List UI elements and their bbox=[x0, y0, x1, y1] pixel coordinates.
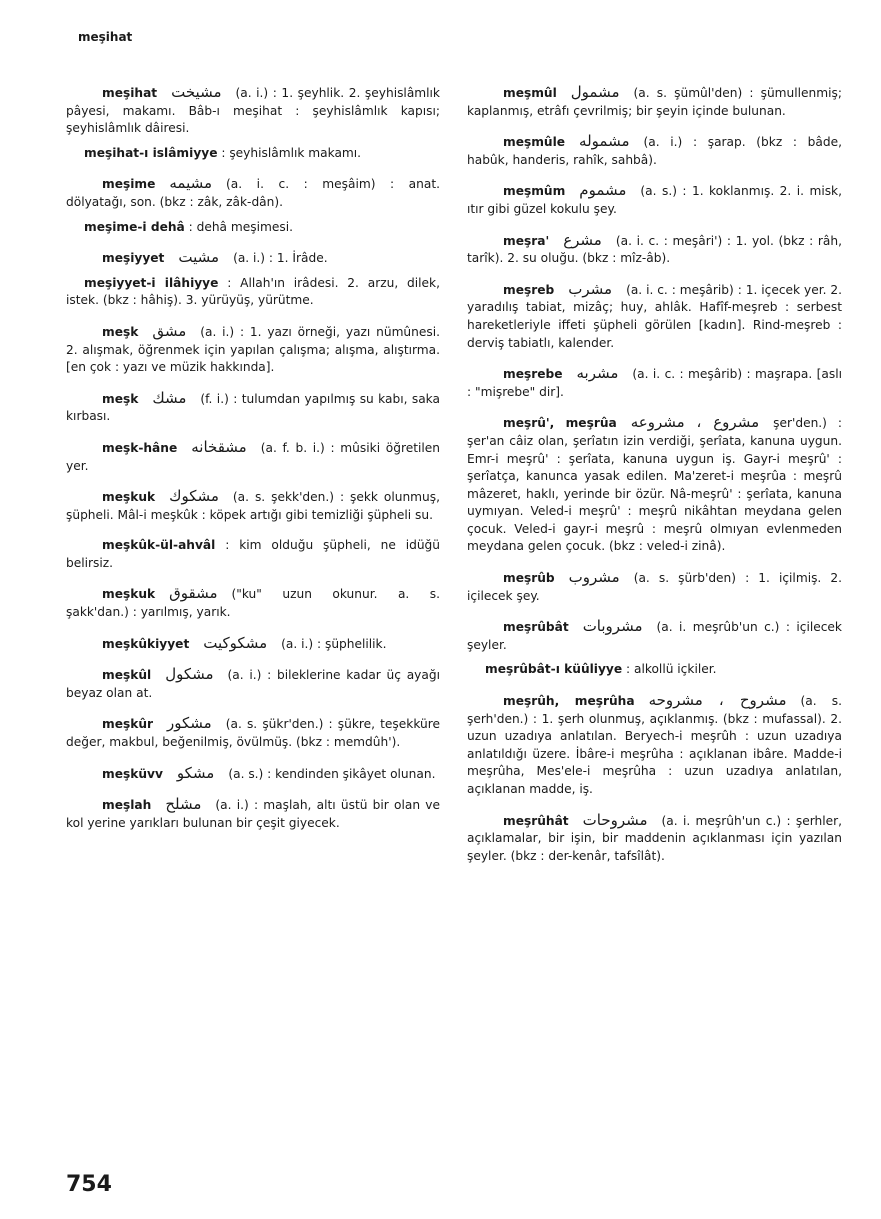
entry-definition: (a. i.) : 1. İrâde. bbox=[233, 251, 328, 266]
entry-headword: meşlah bbox=[102, 798, 152, 813]
dictionary-entry bbox=[66, 275, 440, 310]
entry-definition: : şeyhislâmlık makamı. bbox=[221, 145, 362, 160]
dictionary-entry bbox=[66, 537, 440, 572]
entry-arabic-script: مشروع ، مشروعه bbox=[630, 413, 760, 432]
entry-arabic-script: مشروحات bbox=[582, 810, 648, 829]
entry-arabic-script: مشقوق bbox=[169, 584, 218, 603]
entry-definition: (a. i.) : 1. yazı örneği, yazı nümûnesi. 2. alışmak, öğrenmek için yapılan çalışma; alışma, alıştırma. [en çok : yazı ve müzik hakkında]. bbox=[66, 324, 440, 375]
dictionary-entry bbox=[66, 84, 440, 138]
entry-arabic-script: مشربه bbox=[576, 364, 619, 383]
entry-arabic-script: مشلح bbox=[165, 795, 202, 814]
entry-headword: meşk bbox=[102, 324, 139, 339]
entry-definition: (a. i.) : 1. şeyhlik. 2. şeyhislâmlık pâyesi, makamı. Bâb-ı meşihat : şeyhislâmlık kapısı; şeyhislâmlık dâiresi. bbox=[66, 86, 440, 136]
entry-headword: meşrûhât bbox=[503, 813, 569, 828]
left-column bbox=[66, 84, 440, 845]
entry-headword: meşmûl bbox=[503, 86, 557, 100]
entry-arabic-script: مشك bbox=[152, 388, 187, 407]
entry-headword: meşihat-ı islâmiyye bbox=[84, 145, 218, 160]
dictionary-entry bbox=[66, 249, 440, 268]
dictionary-entry bbox=[66, 323, 440, 377]
entry-headword: meşime bbox=[102, 177, 156, 192]
entry-definition: (a. i. meşrûb'un c.) : içilecek şeyler. bbox=[467, 620, 842, 652]
dictionary-entry bbox=[467, 232, 842, 268]
page-number: 754 bbox=[66, 1172, 112, 1197]
entry-headword: meşiyyet bbox=[102, 251, 165, 266]
entry-definition: : dehâ meşimesi. bbox=[188, 219, 293, 234]
dictionary-entry bbox=[66, 390, 440, 426]
entry-arabic-script: مشق bbox=[152, 321, 187, 340]
dictionary-entry bbox=[467, 414, 842, 556]
dictionary-entry bbox=[467, 281, 842, 352]
entry-arabic-script: مشكور bbox=[167, 714, 212, 733]
entry-headword: meşmûle bbox=[503, 135, 566, 150]
dictionary-entry bbox=[467, 133, 842, 169]
dictionary-entry bbox=[66, 585, 440, 621]
dictionary-entry bbox=[467, 365, 842, 401]
entry-headword: meşihat bbox=[102, 86, 158, 100]
dictionary-entry bbox=[66, 488, 440, 524]
dictionary-entry bbox=[66, 219, 440, 237]
entry-arabic-script: مشرب bbox=[568, 279, 613, 298]
entry-headword: meşkûk-ül-ahvâl bbox=[102, 538, 216, 553]
entry-headword: meşreb bbox=[503, 282, 555, 297]
dictionary-entry bbox=[467, 569, 842, 605]
entry-headword: meşkuk bbox=[102, 490, 156, 505]
entry-headword: meşrûb bbox=[503, 571, 555, 586]
entry-headword: meşkûkiyyet bbox=[102, 636, 190, 651]
dictionary-entry bbox=[66, 145, 440, 163]
entry-headword: meşrûh, meşrûha bbox=[503, 694, 635, 709]
entry-definition: şer'den.) : şer'an câiz olan, şerîatın izin verdiği, şerîata, kanuna uygun. Emr-i meşrû' : şerîata, kanuna uygun iş. Gayr-i meşrû' : şerîatça, kanunca yasak edilen. Ma'zeret-i meşrûa : meşrû mâzeret, haklı, yerinde bir özür. Nâ-meşrû' : şerîata, kanuna uymıyan. Veled-i meşrû' : meşrû nikâhtan meydana gelen çocuk. Veled-i gayr-i meşrû : meşrû olmıyan evlenmeden meydana gelen çocuk. (bkz : veled-i zinâ). bbox=[467, 416, 842, 554]
entry-headword: meşiyyet-i ilâhiyye bbox=[84, 275, 219, 290]
entry-headword: meşküvv bbox=[102, 766, 163, 781]
dictionary-entry bbox=[66, 635, 440, 654]
entry-arabic-script: مشكوك bbox=[169, 487, 219, 506]
entry-definition: ("ku" uzun okunur. a. s. şakk'dan.) : yarılmış, yarık. bbox=[66, 587, 440, 620]
entry-definition: (a. i.) : maşlah, altı üstü bir olan ve kol yerine yarıkları bulunan bir çeşit giyecek. bbox=[66, 798, 440, 830]
entry-headword: meşime-i dehâ bbox=[84, 219, 185, 234]
entry-arabic-script: مشموم bbox=[579, 181, 627, 200]
entry-arabic-script: مشمول bbox=[570, 83, 620, 101]
entry-arabic-script: مشيت bbox=[178, 248, 220, 267]
entry-headword: meşrûbât-ı küûliyye bbox=[485, 662, 623, 677]
page-header: meşihat bbox=[78, 30, 133, 44]
entry-definition: (a. i.) : şarap. (bkz : bâde, habûk, handeris, rahîk, sahbâ). bbox=[467, 135, 842, 167]
entry-definition: (a. s.) : kendinden şikâyet olunan. bbox=[228, 766, 436, 781]
entry-definition: (a. s. şerh'den.) : 1. şerh olunmuş, açıklanmış. (bkz : mufassal). 2. uzun uzadıya anlatılan. Beryech-i meşrûh : uzun uzadıya anlatıldığı üzere. İbâre-i meşrûha : açıklanan ibâre. Madde-i meşrûha, Mes'ele-i meşrûha : uzun uzadıya anlatılan, açıklanan madde, iş. bbox=[467, 694, 842, 796]
entry-definition: (a. s. şekk'den.) : şekk olunmuş, şüpheli. Mâl-i meşkûk : köpek artığı gibi temizliği şüpheli su. bbox=[66, 490, 440, 522]
entry-definition: : alkollü içkiler. bbox=[626, 662, 717, 677]
entry-arabic-script: مشروبات bbox=[582, 617, 643, 636]
dictionary-entry bbox=[467, 692, 842, 799]
dictionary-entry bbox=[467, 618, 842, 654]
entry-definition: (a. i. c. : meşârib) : maşrapa. [aslı : "mişrebe" dir]. bbox=[467, 367, 842, 399]
entry-headword: meşra' bbox=[503, 233, 550, 248]
dictionary-entry bbox=[66, 175, 440, 211]
entry-definition: (a. i. c. : meşâri') : 1. yol. (bkz : râh, tarîk). 2. su oluğu. (bkz : mîz-âb). bbox=[467, 233, 842, 266]
dictionary-entry bbox=[66, 715, 440, 751]
entry-headword: meşkûl bbox=[102, 668, 152, 683]
entry-definition: : kim olduğu şüpheli, ne idüğü belirsiz. bbox=[66, 538, 441, 570]
entry-definition: (f. i.) : tulumdan yapılmış su kabı, saka kırbası. bbox=[66, 391, 440, 424]
entry-arabic-script: مشروح ، مشروحه bbox=[648, 691, 787, 710]
entry-arabic-script: مشكو bbox=[176, 763, 215, 782]
entry-headword: meşrûbât bbox=[503, 620, 569, 635]
entry-arabic-script: مشرع bbox=[563, 230, 602, 249]
entry-definition: (a. f. b. i.) : mûsiki öğretilen yer. bbox=[66, 440, 440, 473]
dictionary-entry bbox=[66, 666, 440, 702]
entry-definition: (a. s. şürb'den) : 1. içilmiş. 2. içilecek şey. bbox=[467, 571, 842, 603]
entry-definition: (a. s. şükr'den.) : şükre, teşekküre değer, makbul, beğenilmiş, övülmüş. (bkz : memdûh'). bbox=[66, 717, 440, 750]
entry-headword: meşrû', meşrûa bbox=[503, 416, 617, 431]
entry-arabic-script: مشكوكيت bbox=[203, 633, 268, 652]
entry-arabic-script: مشموله bbox=[579, 132, 630, 151]
entry-headword: meşkûr bbox=[102, 717, 154, 732]
entry-headword: meşmûm bbox=[503, 184, 566, 199]
entry-definition: (a. i.) : bileklerine kadar üç ayağı beyaz olan at. bbox=[66, 668, 440, 700]
entry-definition: (a. i. c. : meşâim) : anat. dölyatağı, son. (bkz : zâk, zâk-dân). bbox=[66, 177, 440, 209]
entry-definition: (a. i. meşrûh'un c.) : şerhler, açıklamalar, bir işin, bir maddenin açıklanması için yazılan şeyler. (bkz : der-kenâr, tafsîlât). bbox=[467, 813, 842, 863]
dictionary-entry bbox=[467, 661, 842, 679]
entry-definition: (a. i.) : şüphelilik. bbox=[281, 636, 387, 651]
dictionary-entry bbox=[467, 84, 842, 120]
entry-headword: meşk bbox=[102, 391, 139, 406]
entry-definition: : Allah'ın irâdesi. 2. arzu, dilek, istek. (bkz : hâhiş). 3. yürüyüş, yürütme. bbox=[66, 275, 440, 308]
entry-headword: meşkuk bbox=[102, 587, 156, 602]
entry-arabic-script: مشكول bbox=[165, 665, 214, 684]
dictionary-entry bbox=[467, 812, 842, 866]
entry-arabic-script: مشقخانه bbox=[191, 437, 247, 456]
entry-arabic-script: مشيمه bbox=[169, 174, 213, 193]
dictionary-entry bbox=[467, 182, 842, 218]
entry-definition: (a. s.) : 1. koklanmış. 2. i. misk, ıtır gibi güzel kokulu şey. bbox=[467, 184, 842, 216]
right-column bbox=[467, 84, 842, 878]
dictionary-entry bbox=[66, 439, 440, 475]
entry-arabic-script: مشيخت bbox=[171, 83, 222, 101]
entry-definition: (a. i. c. : meşârib) : 1. içecek yer. 2. yaradılış tabiat, mizâç; huy, ahlâk. Hafîf-meşreb : serbest hareketleriyle iffeti şüpheli görülen [kadın]. Rind-meşreb : derviş tabiatlı, kalender. bbox=[467, 282, 842, 350]
dictionary-entry bbox=[66, 796, 440, 832]
entry-definition: (a. s. şümûl'den) : şümullenmiş; kaplanmış, etrâfı çevrilmiş; bir şeyin içinde bulunan. bbox=[467, 86, 842, 118]
entry-headword: meşk-hâne bbox=[102, 440, 178, 455]
dictionary-entry bbox=[66, 765, 440, 784]
entry-arabic-script: مشروب bbox=[568, 568, 620, 587]
entry-headword: meşrebe bbox=[503, 367, 563, 382]
